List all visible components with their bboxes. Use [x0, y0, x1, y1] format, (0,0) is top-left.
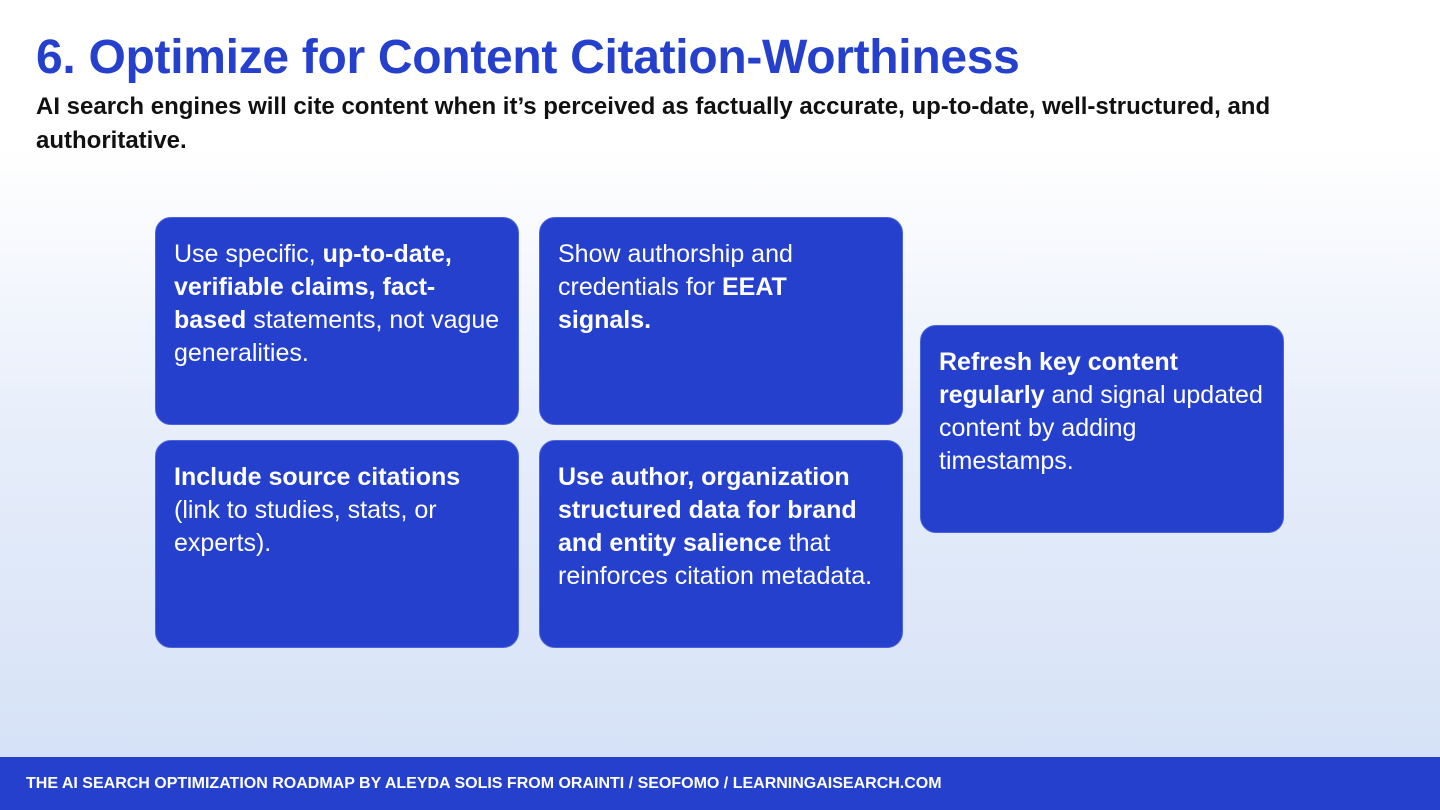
card-bold-text: up-to-date, verifiable claims, fact-based [174, 240, 452, 334]
tip-card-source-citations [155, 440, 519, 648]
card-text: that reinforces citation metadata. [558, 529, 873, 590]
card-bold-text: Refresh key content regularly [939, 348, 1178, 409]
card-text: statements, not vague generalities. [174, 306, 500, 367]
tip-card-authorship [539, 217, 903, 425]
slide-subtitle: AI search engines will cite content when it’s perceived as factually accurate, up-to-date, well-structured, and authoritative. [36, 93, 1271, 154]
slide-title: 6. Optimize for Content Citation-Worthiness [36, 31, 1020, 84]
tip-card-specific-claims [155, 217, 519, 425]
card-bold-text: EEAT signals. [558, 273, 787, 334]
card-text: and signal updated content by adding timestamps. [939, 381, 1263, 475]
card-bold-text: Include source citations [174, 463, 461, 491]
card-bold-text: Use author, organization structured data for brand and entity salience [558, 463, 857, 557]
tip-card-structured-data [539, 440, 903, 648]
card-text: Use specific, [174, 240, 323, 268]
footer-credit: THE AI SEARCH OPTIMIZATION ROADMAP BY ALEYDA SOLIS FROM ORAINTI / SEOFOMO / LEARNINGAISEARCH.COM [0, 757, 1440, 810]
tip-card-refresh-content [920, 325, 1284, 533]
card-text: (link to studies, stats, or experts). [174, 496, 437, 557]
card-text: Show authorship and credentials for [558, 240, 793, 301]
